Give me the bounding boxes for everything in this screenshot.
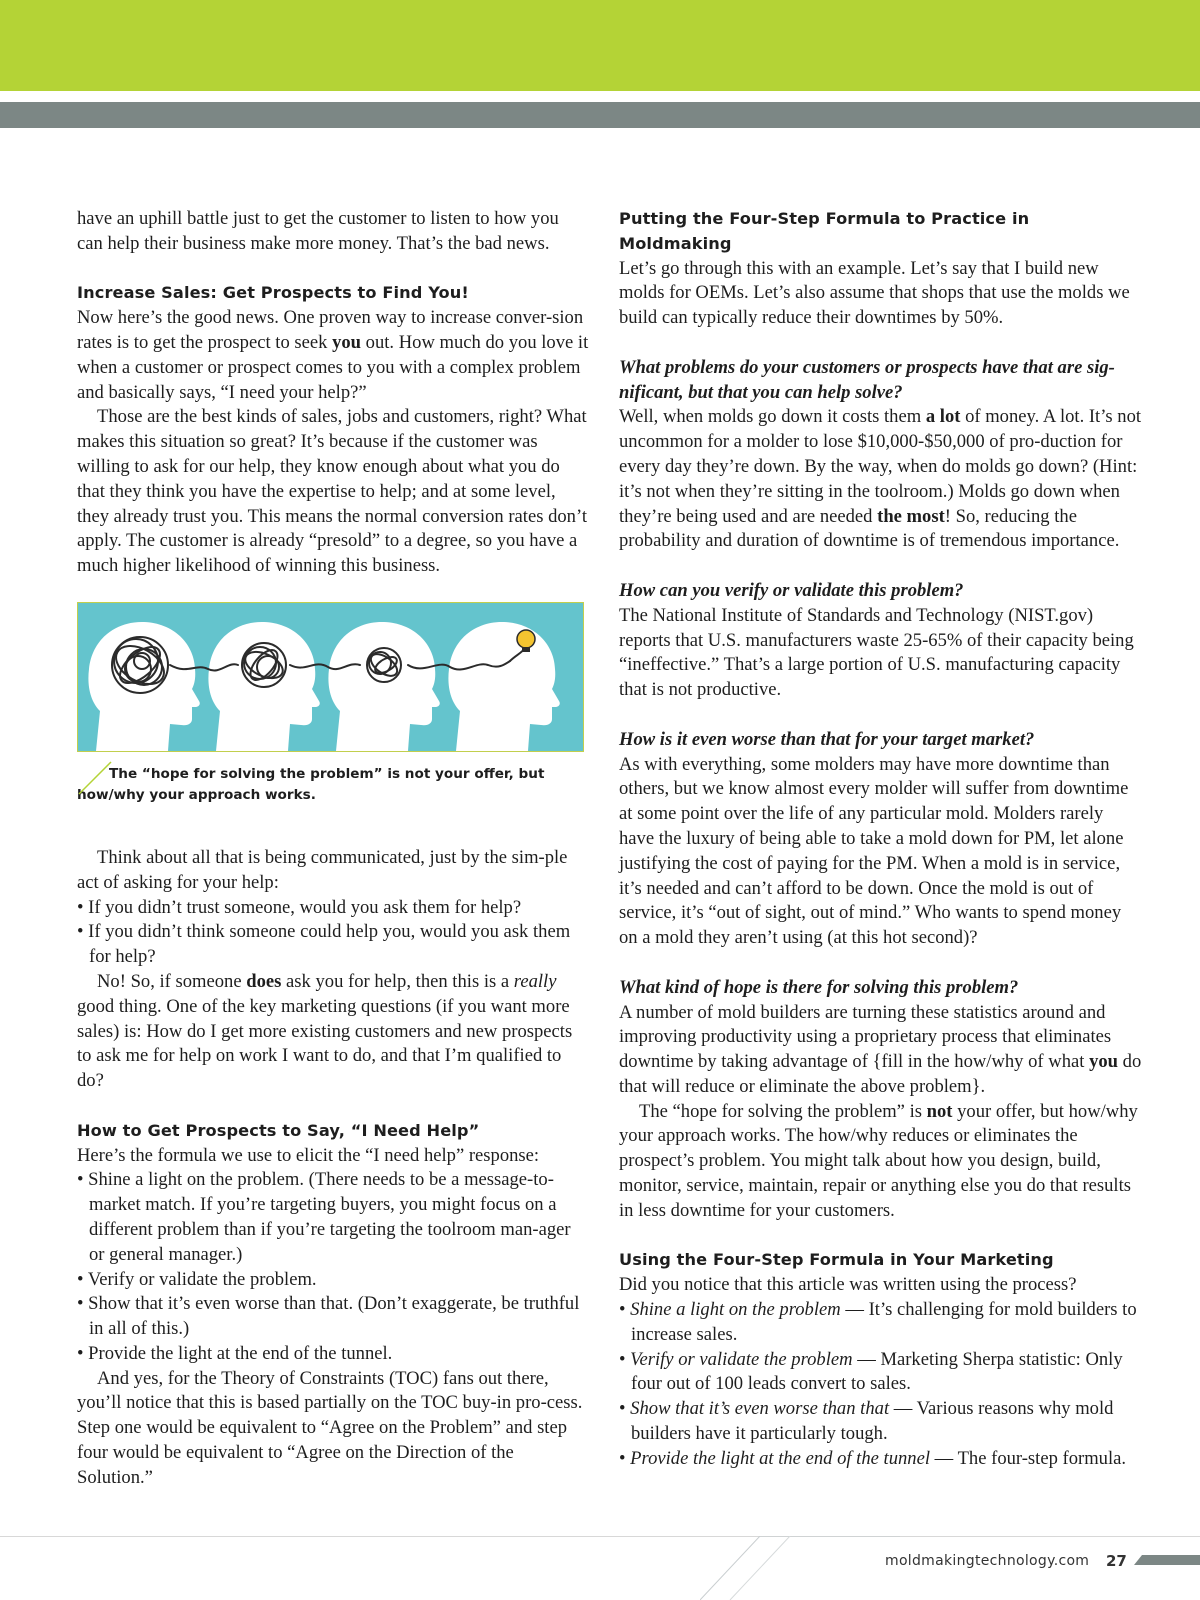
list-item: • Show that it’s even worse than that — Various reasons why mold builders have it particularly tough. <box>619 1397 1143 1447</box>
figure-caption: The “hope for solving the problem” is not your offer, but how/why your approach works. <box>77 764 589 806</box>
heading-using-formula: Using the Four-Step Formula in Your Marketing <box>619 1250 1054 1270</box>
right-column <box>619 207 1143 1472</box>
heading-putting-formula: Putting the Four-Step Formula to Practice in Moldmaking <box>619 209 1030 253</box>
header-color-band <box>0 0 1200 91</box>
question-hope: What kind of hope is there for solving this problem? <box>619 976 1019 998</box>
heading-increase-sales: Increase Sales: Get Prospects to Find You! <box>77 283 469 303</box>
question-problems: What problems do your customers or prospects have that are sig-nificant, but that you can help solve? <box>619 356 1115 403</box>
paragraph-intro: have an uphill battle just to get the customer to listen to how you can help their business make more money. That’s the bad news. <box>77 208 559 254</box>
paragraph-no-so: No! So, if someone does ask you for help, then this is a really good thing. One of the key marketing questions (if you want more sales) is: How do I get more existing customers and new prospects to ask me for help on work I want to do, and that I’m qualified to do? <box>77 970 573 1092</box>
footer-rule <box>0 1536 1200 1537</box>
paragraph-formula-intro: Here’s the formula we use to elicit the “I need help” response: <box>77 1144 540 1166</box>
list-item: • Verify or validate the problem — Marketing Sherpa statistic: Only four out of 100 leads convert to sales. <box>619 1348 1143 1398</box>
formula-bullet-list <box>77 1168 589 1366</box>
paragraph-think-about: Think about all that is being communicated, just by the sim-ple act of asking for your help: <box>77 846 568 893</box>
page-number: 27 <box>1106 1552 1127 1570</box>
list-item: • Show that it’s even worse than that. (Don’t exaggerate, be truthful in all of this.) <box>77 1292 589 1342</box>
trust-bullet-list <box>77 896 589 970</box>
paragraph-downtime: As with everything, some molders may have more downtime than others, but we know almost every molder will suffer from downtime at some point over the life of any particular mold. Molders rarely have the luxury of being able to take a mold down for PM, let alone justifying the cost of paying for the PM. When a mold is in service, it’s needed and can’t afford to be down. Once the mold is out of service, it’s “out of sight, out of mind.” Who wants to spend money on a mold they aren’t using (at this hot second)? <box>619 753 1129 949</box>
paragraph-example: Let’s go through this with an example. Let’s say that I build new molds for OEMs. Let’s also assume that shops that use the molds we build can typically reduce their downtimes by 50%. <box>619 257 1130 329</box>
heads-tangled-thoughts-image <box>78 603 583 751</box>
footer-website: moldmakingtechnology.com <box>885 1553 1090 1569</box>
list-item: • Shine a light on the problem — It’s challenging for mold builders to increase sales. <box>619 1298 1143 1348</box>
question-verify: How can you verify or validate this problem? <box>619 579 964 601</box>
header-gray-band <box>0 102 1200 128</box>
paragraph-good-news: Now here’s the good news. One proven way to increase conver-sion rates is to get the prospect to seek you out. How much do you love it when a customer or prospect comes to you with a complex problem and basically says, “I need your help?” <box>77 307 589 403</box>
list-item: • If you didn’t think someone could help you, would you ask them for help? <box>77 920 589 970</box>
heads-illustration <box>77 602 584 752</box>
paragraph-best-kinds: Those are the best kinds of sales, jobs and customers, right? What makes this situation so great? It’s because if the customer was willing to ask for our help, they know enough about what you do that they think you have the expertise to help; and at some level, they already trust you. This means the normal conversion rates don’t apply. The customer is already “presold” to a degree, so you have a much higher likelihood of winning this business. <box>77 406 588 577</box>
list-item: • Provide the light at the end of the tunnel — The four-step formula. <box>619 1447 1143 1472</box>
left-column <box>77 207 589 1491</box>
list-item: • Verify or validate the problem. <box>77 1268 589 1293</box>
paragraph-molds-down: Well, when molds go down it costs them a lot of money. A lot. It’s not uncommon for a molder to lose $10,000-$50,000 of pro-duction for every day they’re down. By the way, when do molds go down? (Hint: it’s not when they’re sitting in the toolroom.) Molds go down when they’re being used and are needed the most! So, reducing the probability and duration of downtime is of tremendous importance. <box>619 406 1142 552</box>
paragraph-did-you-notice: Did you notice that this article was written using the process? <box>619 1274 1077 1296</box>
heading-i-need-help: How to Get Prospects to Say, “I Need Help” <box>77 1120 480 1140</box>
paragraph-hope-offer: The “hope for solving the problem” is not your offer, but how/why your approach works. The how/why reduces or eliminates the prospect’s problem. You might talk about how you design, build, monitor, service, maintain, repair or anything else you do that results in less downtime for your customers. <box>619 1100 1138 1221</box>
question-worse: How is it even worse than that for your target market? <box>619 728 1035 750</box>
list-item: • If you didn’t trust someone, would you ask them for help? <box>77 896 589 921</box>
list-item: • Shine a light on the problem. (There needs to be a message-to-market match. If you’re targeting buyers, you might focus on a different problem than if you’re targeting the toolroom man-ager or general manager.) <box>77 1168 589 1267</box>
page-number-tab <box>1134 1555 1200 1565</box>
paragraph-nist: The National Institute of Standards and Technology (NIST.gov) reports that U.S. manufacturers waste 25-65% of their capacity being “ineffective.” That’s a large portion of U.S. manufacturing capacity that is not productive. <box>619 604 1134 701</box>
list-item: • Provide the light at the end of the tunnel. <box>77 1342 589 1367</box>
summary-bullet-list <box>619 1298 1143 1472</box>
paragraph-toc: And yes, for the Theory of Constraints (TOC) fans out there, you’ll notice that this is based partially on the TOC buy-in pro-cess. Step one would be equivalent to “Agree on the Problem” and step four would be equivalent to “Agree on the Direction of the Solution.” <box>77 1367 583 1488</box>
caption-accent-line <box>77 760 113 796</box>
paragraph-mold-builders: A number of mold builders are turning these statistics around and improving productivity using a proprietary process that eliminates downtime by taking advantage of {fill in the how/why of what you do that will reduce or eliminate the above problem}. <box>619 1001 1142 1097</box>
